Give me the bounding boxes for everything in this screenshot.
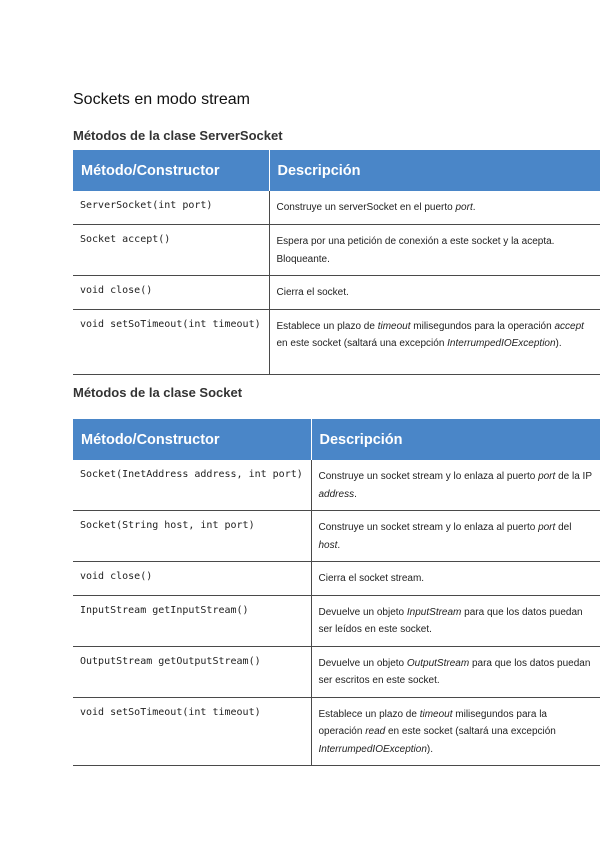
table-row bbox=[73, 511, 600, 562]
method-cell: void close() bbox=[73, 562, 311, 596]
description-cell: Establece un plazo de timeout milisegundos para la operación read en este socket (saltará una excepción InterrumpedIOException). bbox=[311, 697, 600, 766]
description-cell: Devuelve un objeto OutputStream para que los datos puedan ser escritos en este socket. bbox=[311, 646, 600, 697]
column-header-description: Descripción bbox=[269, 150, 600, 191]
table-header-row bbox=[73, 419, 600, 460]
method-cell: void setSoTimeout(int timeout) bbox=[73, 309, 269, 374]
column-header-method: Método/Constructor bbox=[73, 419, 311, 460]
method-cell: OutputStream getOutputStream() bbox=[73, 646, 311, 697]
method-cell: Socket(InetAddress address, int port) bbox=[73, 460, 311, 511]
table-row bbox=[73, 309, 600, 374]
method-cell: Socket accept() bbox=[73, 225, 269, 276]
method-cell: void setSoTimeout(int timeout) bbox=[73, 697, 311, 766]
column-header-description: Descripción bbox=[311, 419, 600, 460]
description-cell: Cierra el socket stream. bbox=[311, 562, 600, 596]
column-header-method: Método/Constructor bbox=[73, 150, 269, 191]
section-heading-socket: Métodos de la clase Socket bbox=[73, 385, 243, 400]
table-header-row bbox=[73, 150, 600, 191]
table-row bbox=[73, 562, 600, 596]
description-cell: Construye un serverSocket en el puerto port. bbox=[269, 191, 600, 225]
serversocket-methods-table bbox=[73, 150, 600, 375]
table-row bbox=[73, 460, 600, 511]
method-cell: ServerSocket(int port) bbox=[73, 191, 269, 225]
section-heading-serversocket: Métodos de la clase ServerSocket bbox=[73, 128, 283, 143]
socket-methods-table bbox=[73, 419, 600, 766]
method-cell: void close() bbox=[73, 276, 269, 310]
description-cell: Devuelve un objeto InputStream para que los datos puedan ser leídos en este socket. bbox=[311, 595, 600, 646]
description-cell: Cierra el socket. bbox=[269, 276, 600, 310]
table-row bbox=[73, 191, 600, 225]
table-row bbox=[73, 646, 600, 697]
table-row bbox=[73, 697, 600, 766]
method-cell: InputStream getInputStream() bbox=[73, 595, 311, 646]
description-cell: Espera por una petición de conexión a este socket y la acepta. Bloqueante. bbox=[269, 225, 600, 276]
description-cell: Establece un plazo de timeout milisegundos para la operación accept en este socket (saltará una excepción InterrumpedIOException). bbox=[269, 309, 600, 374]
table-row bbox=[73, 276, 600, 310]
description-cell: Construye un socket stream y lo enlaza al puerto port de la IP address. bbox=[311, 460, 600, 511]
description-cell: Construye un socket stream y lo enlaza al puerto port del host. bbox=[311, 511, 600, 562]
method-cell: Socket(String host, int port) bbox=[73, 511, 311, 562]
table-row bbox=[73, 225, 600, 276]
table-row bbox=[73, 595, 600, 646]
page-title: Sockets en modo stream bbox=[73, 91, 250, 108]
